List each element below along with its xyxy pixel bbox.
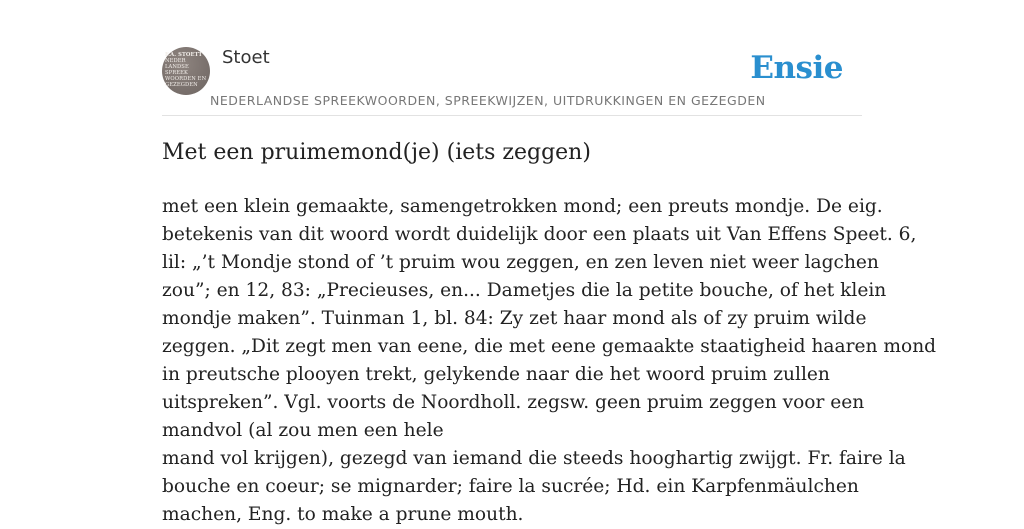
body-line: machen, Eng. to make a prune mouth. [162,504,524,525]
entry-body [162,193,937,529]
body-line: in preutsche plooyen trekt, gelykende naar die het woord pruim zullen [162,364,830,385]
avatar-logo-line: LANDSE [165,64,189,70]
body-line: zeggen. „Dit zegt men van eene, die met eene gemaakte staatigheid haaren mond [162,336,937,357]
body-line: mondje maken”. Tuinman 1, bl. 84: Zy zet haar mond als of zy pruim wilde [162,308,867,329]
avatar[interactable] [162,47,210,95]
source-subtitle: NEDERLANDSE SPREEKWOORDEN, SPREEKWIJZEN, UITDRUKKINGEN EN GEZEGDEN [210,93,766,108]
avatar-logo-line: NEDER [165,58,186,64]
header [162,46,862,116]
body-line: lil: „’t Mondje stond of ’t pruim wou zeggen, en zen leven niet weer lagchen [162,252,879,273]
avatar-logo-line: SPREEK [165,70,188,76]
author-name[interactable]: Stoet [222,47,270,68]
body-line: betekenis van dit woord wordt duidelijk door een plaats uit Van Effens Speet. 6, [162,224,917,245]
body-line: zou”; en 12, 83: „Precieuses, en... Dametjes die la petite bouche, of het klein [162,280,887,301]
body-line: met een klein gemaakte, samengetrokken mond; een preuts mondje. De eig. [162,196,883,217]
body-line: mand vol krijgen), gezegd van iemand die steeds hooghartig zwijgt. Fr. faire la [162,448,906,469]
avatar-logo-line: F.A. STOETT [165,52,203,58]
avatar-logo-line: WOORDEN EN [165,76,207,82]
body-line: bouche en coeur; se mignarder; faire la sucrée; Hd. ein Karpfenmäulchen [162,476,859,497]
avatar-logo-line: GEZEGDEN [165,82,198,88]
body-line: uitspreken”. Vgl. voorts de Noordholl. zegsw. geen pruim zeggen voor een [162,392,865,413]
brand-logo[interactable]: Ensie [750,50,843,86]
page-title: Met een pruimemond(je) (iets zeggen) [162,140,591,165]
body-line: mandvol (al zou men een hele [162,420,444,441]
